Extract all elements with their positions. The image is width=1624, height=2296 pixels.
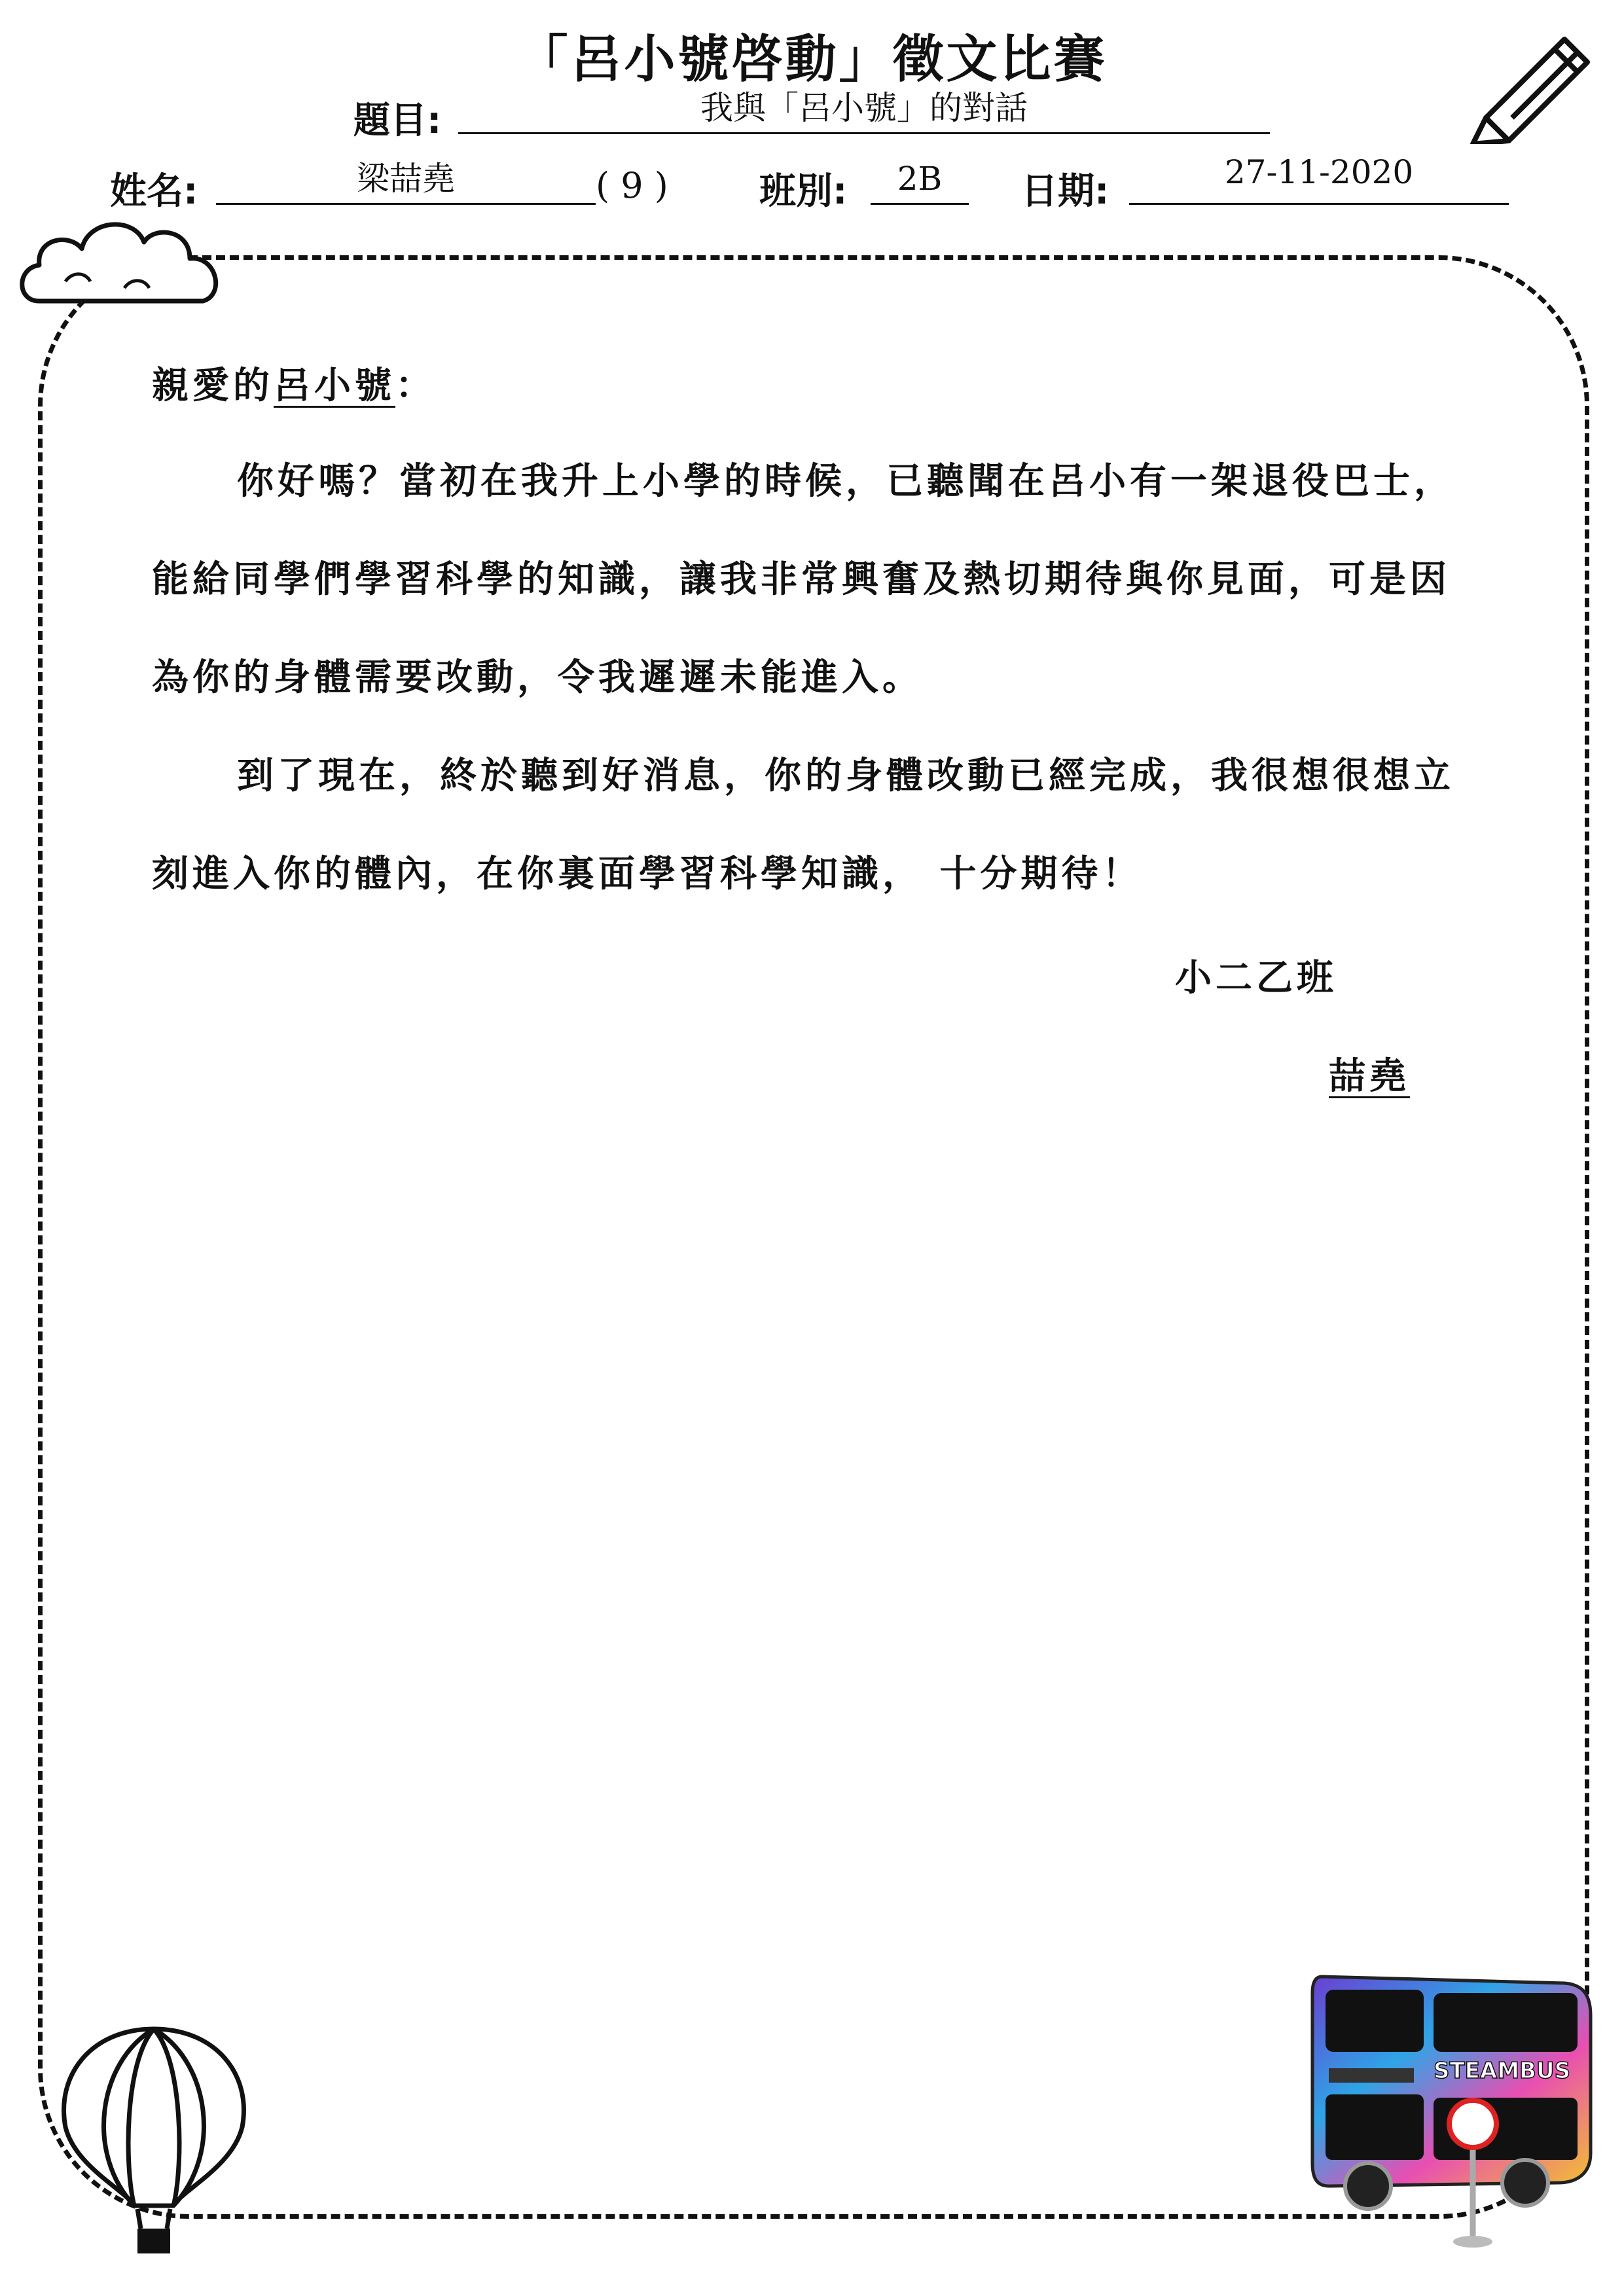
salutation-name: 呂小號 — [274, 364, 395, 407]
pencil-icon — [1466, 20, 1604, 144]
hot-air-balloon-icon — [46, 2022, 262, 2258]
date-label: 日期: — [1021, 170, 1110, 213]
cloud-icon — [13, 203, 236, 327]
topic-field: 我與「呂小號」的對話 — [458, 86, 1270, 134]
signoff-name — [1329, 1047, 1410, 1100]
salutation-colon: ： — [395, 364, 436, 407]
signoff-name-text: 喆堯 — [1329, 1054, 1410, 1098]
class-number: ( 9 ) — [596, 165, 668, 206]
name-label: 姓名: — [110, 170, 198, 213]
page-title: 「呂小號啓動」徵文比賽 — [516, 30, 1108, 89]
salutation — [152, 357, 436, 409]
bus-logo-text: STEAMBUS — [1434, 2058, 1571, 2084]
class-label: 班別: — [759, 170, 848, 213]
date-field: 27-11-2020 — [1129, 151, 1509, 205]
signoff-class: 小二乙班 — [1175, 956, 1337, 999]
double-decker-bus-icon — [1303, 1957, 1604, 2251]
letter-paragraph-1: 你好嗎？當初在我升上小學的時候，已聽聞在呂小有一架退役巴士，能給同學們學習科學的知識，讓我非常興奮及熱切期待與你見面，可是因為你的身體需要改動，令我遲遲未能進入。 — [152, 459, 1454, 699]
salutation-prefix: 親愛的 — [152, 364, 274, 407]
name-field: 梁喆堯 — [216, 157, 596, 205]
letter-paragraph-2: 到了現在，終於聽到好消息，你的身體改動已經完成，我很想很想立刻進入你的體內，在你裏面學習科學知識， 十分期待！ — [152, 754, 1454, 895]
class-field: 2B — [871, 157, 969, 205]
topic-label: 題目: — [353, 99, 442, 142]
